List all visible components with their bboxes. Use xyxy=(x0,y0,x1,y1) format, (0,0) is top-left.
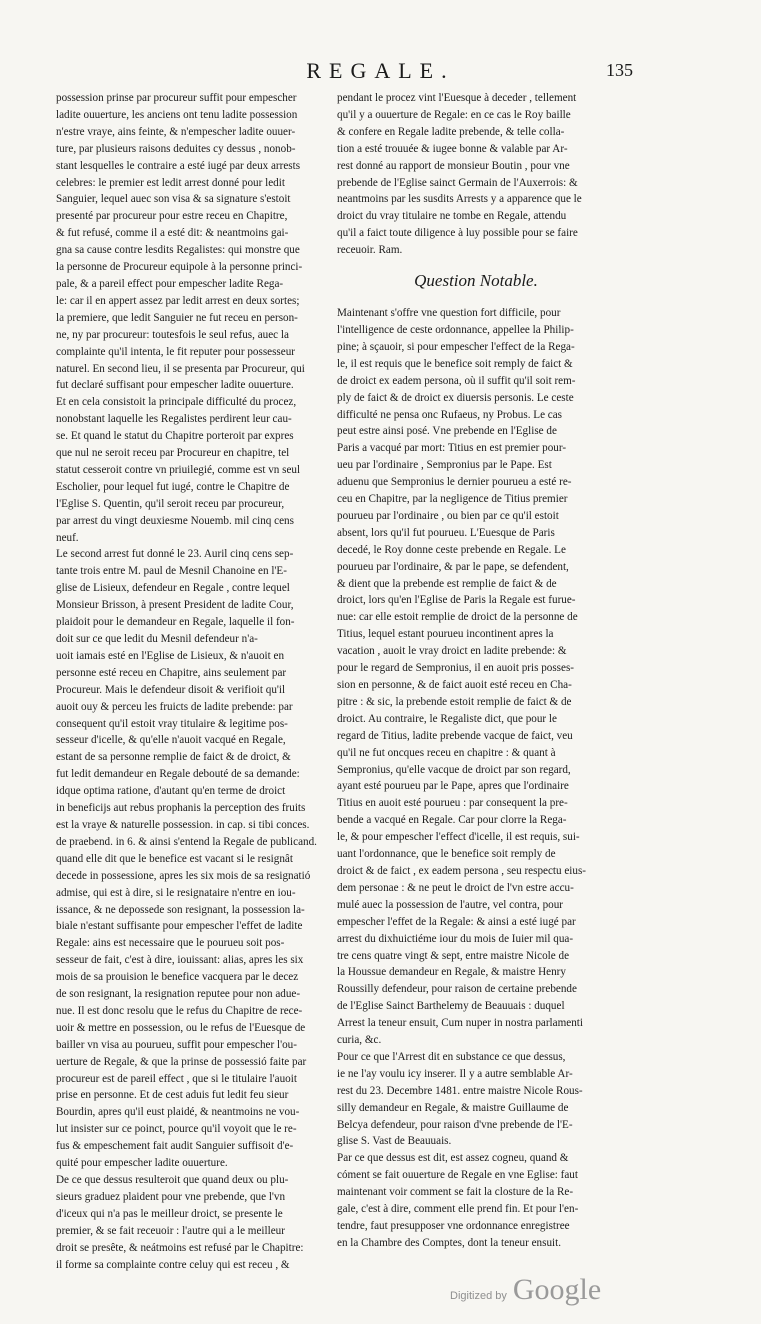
text-line: decede in possessione, apres les six mois de sa resignatió xyxy=(56,869,311,882)
text-line: en la Chambre des Comptes, dont la teneur ensuit. xyxy=(337,1236,561,1249)
text-line: decedé, le Roy donne ceste prebende en Regale. Le xyxy=(337,543,566,556)
text-line: le, & pour empescher l'effect d'icelle, il est requis, sui- xyxy=(337,831,580,844)
text-line: naturel. En second lieu, il se presenta par Procureur, qui xyxy=(56,362,305,375)
text-line: presenté par procureur pour estre receu en Chapitre, xyxy=(56,210,288,223)
text-line: Maintenant s'offre vne question fort difficile, pour xyxy=(337,307,561,320)
left-text-column xyxy=(56,90,332,1273)
text-line: statut cesseroit contre vn priuilegié, comme est vn seul xyxy=(56,463,301,476)
text-line: tion a esté trouuée & iugee bonne & valable par Ar- xyxy=(337,142,568,155)
text-line: la Houssue demandeur en Regale, & maistre Henry xyxy=(337,966,566,979)
text-line: bende a vacqué en Regale. Car pour clorre la Rega- xyxy=(337,814,567,827)
text-line: consequent qu'il estoit vray titulaire & legitime pos- xyxy=(56,717,288,730)
text-line: ne, ny par procureur: toutesfois le seul refus, auec la xyxy=(56,328,289,341)
text-line: De ce que dessus resulteroit que quand deux ou plu- xyxy=(56,1174,289,1186)
text-line: vacation , auoit le vray droict en ladite prebende: & xyxy=(337,645,567,658)
text-line: ladite ouuerture, les anciens ont tenu ladite possession xyxy=(56,108,298,121)
text-line: Roussilly defendeur, pour raison de certaine prebende xyxy=(337,983,577,996)
text-line: stant lesquelles le contraire a esté iugé par deux arrests xyxy=(56,159,301,172)
text-line: ceu en Chapitre, par la negligence de Titius premier xyxy=(337,493,568,506)
text-line: regard de Titius, ladite prebende vacque de faict, veu xyxy=(337,729,573,742)
text-line: procureur est de pareil effect , que si le titulaire l'auoit xyxy=(56,1072,297,1085)
right-column-top-block xyxy=(337,90,615,259)
text-line: qu'il y a ouuerture de Regale: en ce cas le Roy baille xyxy=(337,108,571,121)
text-line: lut insister sur ce poinct, pource qu'il voyoit que le re- xyxy=(56,1123,297,1136)
text-line: Par ce que dessus est dit, est assez cogneu, quand & xyxy=(337,1152,569,1165)
text-line: aduenu que Sempronius le dernier pourueu a esté re- xyxy=(337,476,572,489)
text-line: doit sur ce que ledit du Mesnil defendeur n'a- xyxy=(56,633,258,645)
text-line: fut declaré suffisant pour empescher ladite ouuerture. xyxy=(56,379,294,392)
text-line: droict, lors qu'en l'Eglise de Paris la Regale est furue- xyxy=(337,594,576,607)
text-line: & dient que la prebende est remplie de faict & de xyxy=(337,577,557,590)
text-line: ueu par l'ordinaire , Sempronius par le Pape. Est xyxy=(337,459,552,472)
text-line: rest donné au rapport de monsieur Boutin , pour vne xyxy=(337,159,570,172)
text-line: Titius en auoit esté pourueu : par consequent la pre- xyxy=(337,797,568,810)
text-line: Pour ce que l'Arrest dit en substance ce que dessus, xyxy=(337,1050,566,1063)
text-line: sesseur de fait, c'est à dire, iouissant: alias, apres les six xyxy=(56,954,304,967)
google-watermark xyxy=(450,1273,601,1307)
text-line: tre cens quatre vingt & sept, entre maistre Nicole de xyxy=(337,949,570,962)
text-line: ie ne l'ay voulu icy inserer. Il y a autre semblable Ar- xyxy=(337,1067,573,1080)
text-line: biale n'estant suffisante pour empescher l'effet de ladite xyxy=(56,920,303,933)
text-line: d'iceux qui n'a pas le meilleur droict, se presente le xyxy=(56,1207,283,1220)
text-line: pine; à sçauoir, si pour empescher l'effect de la Rega- xyxy=(337,340,575,353)
text-line: le: car il en appert assez par ledit arrest en deux sortes; xyxy=(56,294,300,307)
text-line: pale, & a pareil effect pour empescher ladite Rega- xyxy=(56,277,284,290)
text-line: gna sa cause contre lesdits Regalistes: qui monstre que xyxy=(56,244,300,257)
text-line: Belcya defendeur, pour raison d'vne prebende de l'E- xyxy=(337,1118,573,1131)
text-line: mulé auec la possession de l'autre, vel contra, pour xyxy=(337,898,563,911)
text-line: peut estre ainsi posé. Vne prebende en l'Eglise de xyxy=(337,425,557,438)
text-line: Monsieur Brisson, à present President de ladite Cour, xyxy=(56,599,294,612)
text-line: empescher l'effet de la Regale: & ainsi a esté iugé par xyxy=(337,915,576,928)
text-line: difficulté ne pensa onc Rufaeus, ny Probus. Le cas xyxy=(337,408,563,421)
text-line: que nul ne seroit receu par Procureur en chapitre, tel xyxy=(56,447,290,460)
text-line: Arrest la teneur ensuit, Cum nuper in nostra parlamenti xyxy=(337,1017,583,1030)
text-line: glise S. Vast de Beauuais. xyxy=(337,1135,452,1148)
text-line: Procureur. Mais le defendeur disoit & verifioit qu'il xyxy=(56,683,286,696)
text-line: Paris a vacqué par mort: Titius en est premier pour- xyxy=(337,442,567,455)
text-line: ture, par plusieurs raisons deduites cy dessus , nonob- xyxy=(56,142,296,155)
text-line: de praebend. in 6. & ainsi s'entend la Regale de publicand. xyxy=(56,835,317,848)
text-line: la personne de Procureur equipole à la personne princi- xyxy=(56,261,303,274)
text-line: l'Eglise S. Quentin, qu'il seroit receu par procureur, xyxy=(56,497,285,510)
text-line: nue. Il est donc resolu que le refus du Chapitre de rece- xyxy=(56,1004,303,1017)
text-line: le, il est requis que le benefice soit remply de faict & xyxy=(337,357,573,370)
text-line: complainte qu'il intenta, le fit reputer pour possesseur xyxy=(56,345,295,358)
text-line: Sempronius, qu'elle vacque de droict par son regard, xyxy=(337,763,571,776)
text-line: prebende de l'Eglise sainct Germain de l'Auxerrois: & xyxy=(337,176,578,189)
text-line: il forme sa complainte contre celuy qui est receu , & xyxy=(56,1258,290,1271)
text-line: quand elle dit que le benefice est vacant si le resignât xyxy=(56,852,293,865)
text-line: plaidoit pour le demandeur en Regale, laquelle il fon- xyxy=(56,616,295,629)
text-line: nue: car elle estoit remplie de droict de la personne de xyxy=(337,611,578,624)
digitized-by-text: Digitized by xyxy=(450,1290,507,1302)
text-line: possession prinse par procureur suffit pour empescher xyxy=(56,92,297,104)
text-line: nonobstant laquelle les Regalistes perdirent leur cau- xyxy=(56,413,292,426)
text-line: pourueu par l'ordinaire , ou bien par ce qu'il estoit xyxy=(337,509,559,522)
text-line: receuoir. Ram. xyxy=(337,244,403,257)
text-line: idque optima ratione, d'autant qu'en terme de droict xyxy=(56,785,286,798)
text-line: n'estre vraye, ains feinte, & n'empescher ladite ouuer- xyxy=(56,125,296,138)
text-line: pour le regard de Sempronius, il en auoit pris posses- xyxy=(337,662,574,675)
text-line: sesseur d'icelle, & qu'elle n'auoit vacqué en Regale, xyxy=(56,734,286,747)
text-line: mois de sa prouision le benefice vacquera par le decez xyxy=(56,971,299,984)
text-line: de son resignant, la resignation reputee pour non adue- xyxy=(56,988,301,1001)
section-heading: Question Notable. xyxy=(414,271,538,291)
text-line: premier, & se fait receuoir : l'autre qui a le meilleur xyxy=(56,1224,285,1237)
text-line: in beneficijs aut rebus prophanis la perception des fruits xyxy=(56,802,306,815)
text-line: Le second arrest fut donné le 23. Auril cinq cens sep- xyxy=(56,548,294,561)
text-line: neantmoins par les susdits Arrests y a apparence que le xyxy=(337,193,582,206)
text-line: sion en personne, & de faict auoit esté receu en Cha- xyxy=(337,679,572,691)
text-line: personne esté receu en Chapitre, ains seulement par xyxy=(56,666,287,679)
text-line: sieurs graduez plaident pour vne prebende, que l'vn xyxy=(56,1190,286,1203)
text-line: Bourdin, apres qu'il eust plaidé, & neantmoins ne vou- xyxy=(56,1106,300,1119)
text-line: qu'il ne fut oncques receu en chapitre : & quant à xyxy=(337,746,556,759)
text-line: absent, lors qu'il fut pourueu. L'Euesque de Paris xyxy=(337,526,555,539)
text-line: estant de sa personne remplie de faict & de droict, & xyxy=(56,751,291,764)
right-column-bottom-block xyxy=(337,305,615,1252)
text-line: ply de faict & de droict ex diuersis personis. Le ceste xyxy=(337,391,574,404)
page-number: 135 xyxy=(606,60,633,80)
text-line: issance, & ne depossede son resignant, la possession la- xyxy=(56,903,305,916)
text-line: celebres: le premier est ledit arrest donné pour ledit xyxy=(56,176,285,189)
text-line: glise de Lisieux, defendeur en Regale , contre lequel xyxy=(56,582,290,595)
text-line: par arrest du vingt deuxiesme Nouemb. mil cinq cens xyxy=(56,514,294,527)
text-line: est la vraye & naturelle possession. in cap. si tibi conces. xyxy=(56,818,310,831)
text-line: prise en personne. Et de cest aduis fut ledit feu sieur xyxy=(56,1089,289,1102)
text-line: Regale: ains est necessaire que le pourueu soit pos- xyxy=(56,937,285,950)
text-line: Escholier, pour lequel fut iugé, contre le Chapitre de xyxy=(56,480,290,493)
text-line: & confere en Regale ladite prebende, & telle colla- xyxy=(337,125,565,138)
text-line: pendant le procez vint l'Euesque à deceder , tellement xyxy=(337,92,577,104)
text-line: curia, &c. xyxy=(337,1034,382,1047)
text-line: uoit iamais esté en l'Eglise de Lisieux, & n'auoit en xyxy=(56,649,285,662)
right-text-column xyxy=(337,90,615,1252)
text-line: uoir & mettre en possession, ou le refus de l'Euesque de xyxy=(56,1021,306,1034)
text-line: neuf. xyxy=(56,531,79,544)
text-line: fus & empeschement fait audit Sanguier suffisoit d'e- xyxy=(56,1140,294,1153)
text-line: qu'il a faict toute diligence à luy possible pour se faire xyxy=(337,227,578,240)
text-line: droict du vray titulaire ne tombe en Regale, attendu xyxy=(337,210,567,223)
text-line: arrest du dixhuictiéme iour du mois de Iuier mil qua- xyxy=(337,932,574,945)
text-line: bailler vn visa au pourueu, suffit pour empescher l'ou- xyxy=(56,1038,297,1051)
text-line: pourueu par l'ordinaire, & par le pape, se defendent, xyxy=(337,560,569,573)
text-line: dem personae : & ne peut le droict de l'vn estre accu- xyxy=(337,881,574,894)
running-header-title: REGALE. xyxy=(306,58,455,83)
text-line: tendre, faut presupposer vne ordonnance enregistree xyxy=(337,1220,570,1232)
text-line: silly demandeur en Regale, & maistre Guillaume de xyxy=(337,1101,569,1114)
google-logo: Google xyxy=(512,1273,602,1306)
text-line: droict. Au contraire, le Regaliste dict, que pour le xyxy=(337,712,557,725)
text-line: se. Et quand le statut du Chapitre porteroit par expres xyxy=(56,430,294,443)
text-line: droit se presête, & neátmoins est refusé par le Chapitre: xyxy=(56,1241,304,1254)
text-line: quité pour empescher ladite ouuerture. xyxy=(56,1157,228,1170)
text-line: admise, qui est à dire, si le resignataire n'entre en iou- xyxy=(56,886,296,899)
text-line: auoit ouy & perceu les fruicts de ladite prebende: par xyxy=(56,700,293,713)
text-line: Sanguier, lequel auec son visa & sa signature s'estoit xyxy=(56,193,291,206)
text-line: pitre : & sic, la prebende estoit remplie de faict & de xyxy=(337,695,572,708)
text-line: tante trois entre M. paul de Mesnil Chanoine en l'E- xyxy=(56,565,287,578)
text-line: Et en cela consistoit la principale difficulté du procez, xyxy=(56,396,297,409)
text-line: uerture de Regale, & que la prinse de possessió faite par xyxy=(56,1055,307,1068)
text-line: uant l'ordonnance, que le benefice soit remply de xyxy=(337,848,556,861)
text-line: rest du 23. Decembre 1481. entre maistre Nicole Rous- xyxy=(337,1084,583,1097)
text-line: droict & de faict , ex eadem persona , seu respectu eius- xyxy=(337,864,587,877)
text-line: ayant esté pourueu par le Pape, apres que l'ordinaire xyxy=(337,780,569,793)
text-line: gale, c'est à dire, comment elle prend fin. Et pour l'en- xyxy=(337,1203,579,1216)
text-line: fut ledit demandeur en Regale debouté de sa demande: xyxy=(56,768,300,781)
text-line: l'intelligence de ceste ordonnance, appellee la Philip- xyxy=(337,323,574,336)
text-line: maintenant voir comment se fait la closture de la Re- xyxy=(337,1186,574,1199)
text-line: de l'Eglise Sainct Barthelemy de Beauuais : duquel xyxy=(337,1000,565,1013)
text-line: Titius, lequel estant pourueu incontinent apres la xyxy=(337,628,554,641)
text-line: cóment se fait ouuerture de Regale en vne Eglise: faut xyxy=(337,1169,578,1182)
text-line: de droict ex eadem persona, où il suffit qu'il soit rem- xyxy=(337,374,576,387)
text-line: la premiere, que ledit Sanguier ne fut receu en person- xyxy=(56,311,298,324)
text-line: & fut refusé, comme il a esté dit: & neantmoins gai- xyxy=(56,227,289,240)
